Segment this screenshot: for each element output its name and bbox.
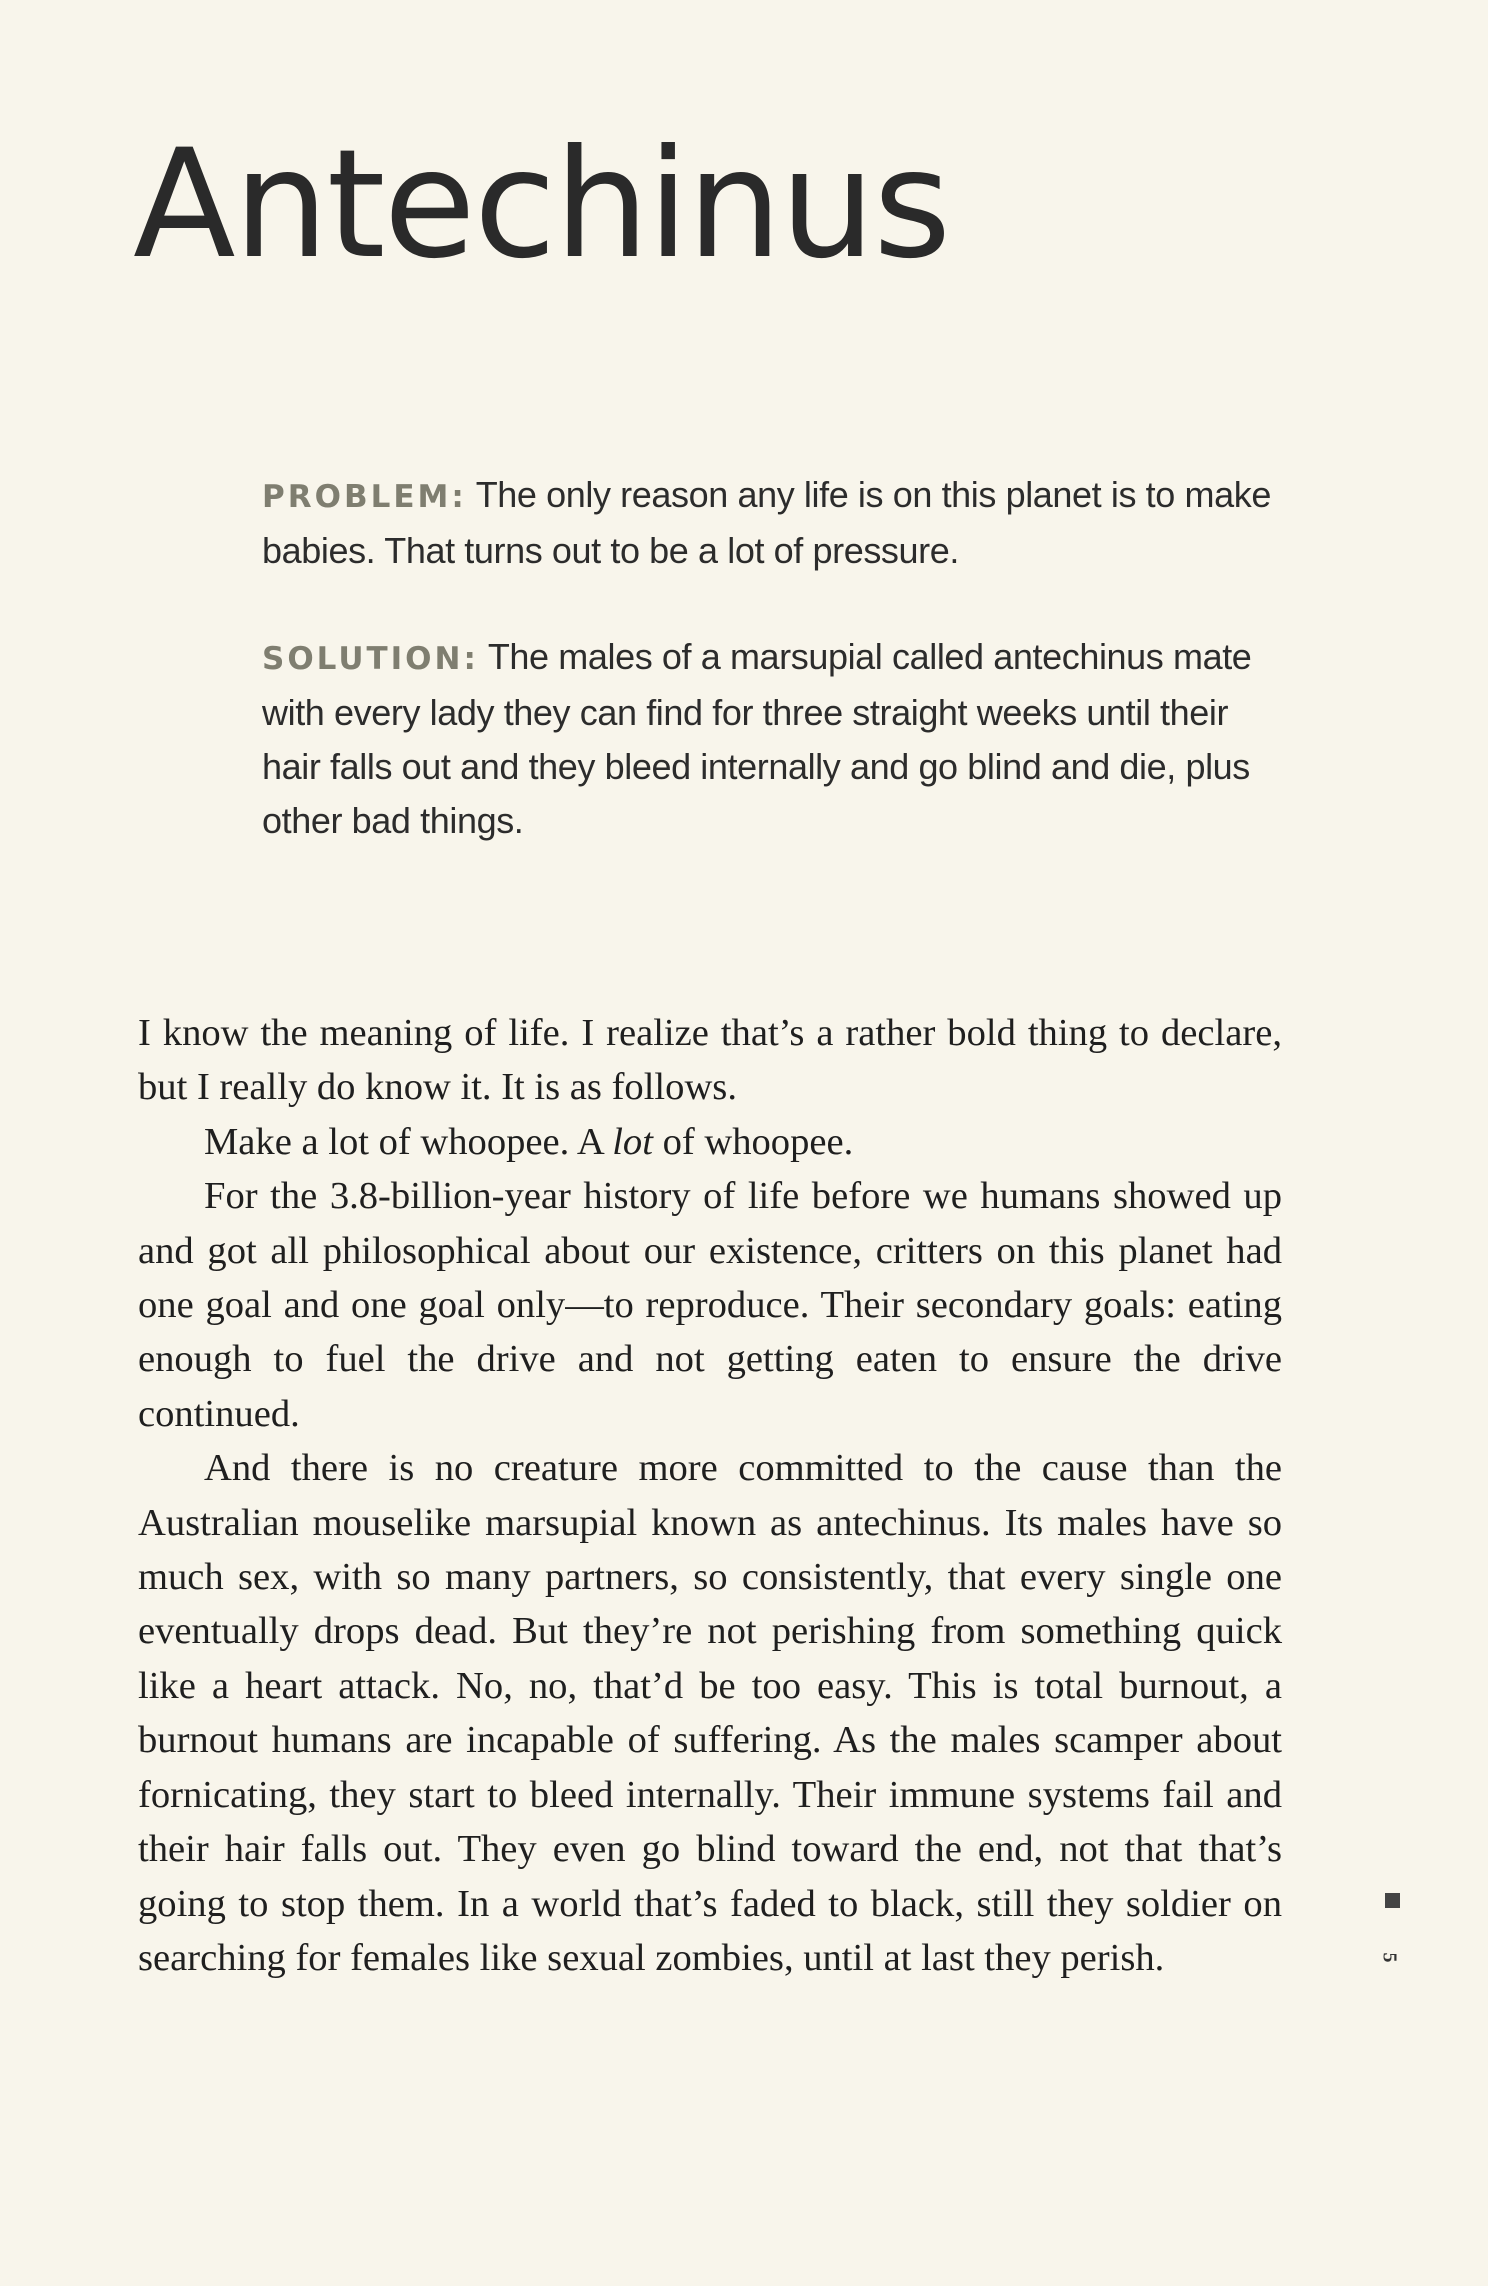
body-text [138, 1006, 1282, 1985]
solution-block [262, 630, 1280, 848]
body-paragraph-3: For the 3.8-billion-year history of life before we humans showed up and got all philosophical about our existence, critters on this planet had one goal and one goal only—to reproduce. Their secondary goals: eating enough to fuel the drive and not getting eaten to ensure the drive continued. [138, 1175, 1282, 1435]
solution-text: The males of a marsupial called antechinus mate with every lady they can find for three straight weeks until their hair falls out and they bleed internally and go blind and die, plus other bad things. [262, 636, 1252, 841]
problem-label: PROBLEM: [262, 479, 467, 515]
body-paragraph-2-emphasis: lot [612, 1120, 653, 1163]
solution-label: SOLUTION: [262, 641, 479, 677]
body-paragraph-2-end: of whoopee. [652, 1120, 854, 1163]
chapter-title: Antechinus [133, 118, 950, 292]
body-paragraph-1: I know the meaning of life. I realize that’s a rather bold thing to declare, but I really do know it. It is as follows. [138, 1012, 1282, 1109]
problem-text: The only reason any life is on this planet is to make babies. That turns out to be a lot of pressure. [262, 474, 1271, 571]
body-paragraph-2 [138, 1115, 1282, 1169]
folio-square-mark [1385, 1893, 1400, 1908]
problem-block [262, 468, 1280, 578]
body-paragraph-4: And there is no creature more committed to the cause than the Australian mouselike marsupial known as antechinus. Its males have so much sex, with so many partners, so consistently, that every single one eventually drops dead. But they’re not perishing from something quick like a heart attack. No, no, that’d be too easy. This is total burnout, a burnout humans are incapable of suffering. As the males scamper about fornicating, they start to bleed internally. Their immune systems fail and their hair falls out. They even go blind toward the end, not that that’s going to stop them. In a world that’s faded to black, still they soldier on searching for females like sexual zombies, until at last they perish. [138, 1447, 1282, 1979]
body-paragraph-2-start: Make a lot of whoopee. A [204, 1120, 613, 1163]
page-number: 5 [1378, 1952, 1401, 1963]
